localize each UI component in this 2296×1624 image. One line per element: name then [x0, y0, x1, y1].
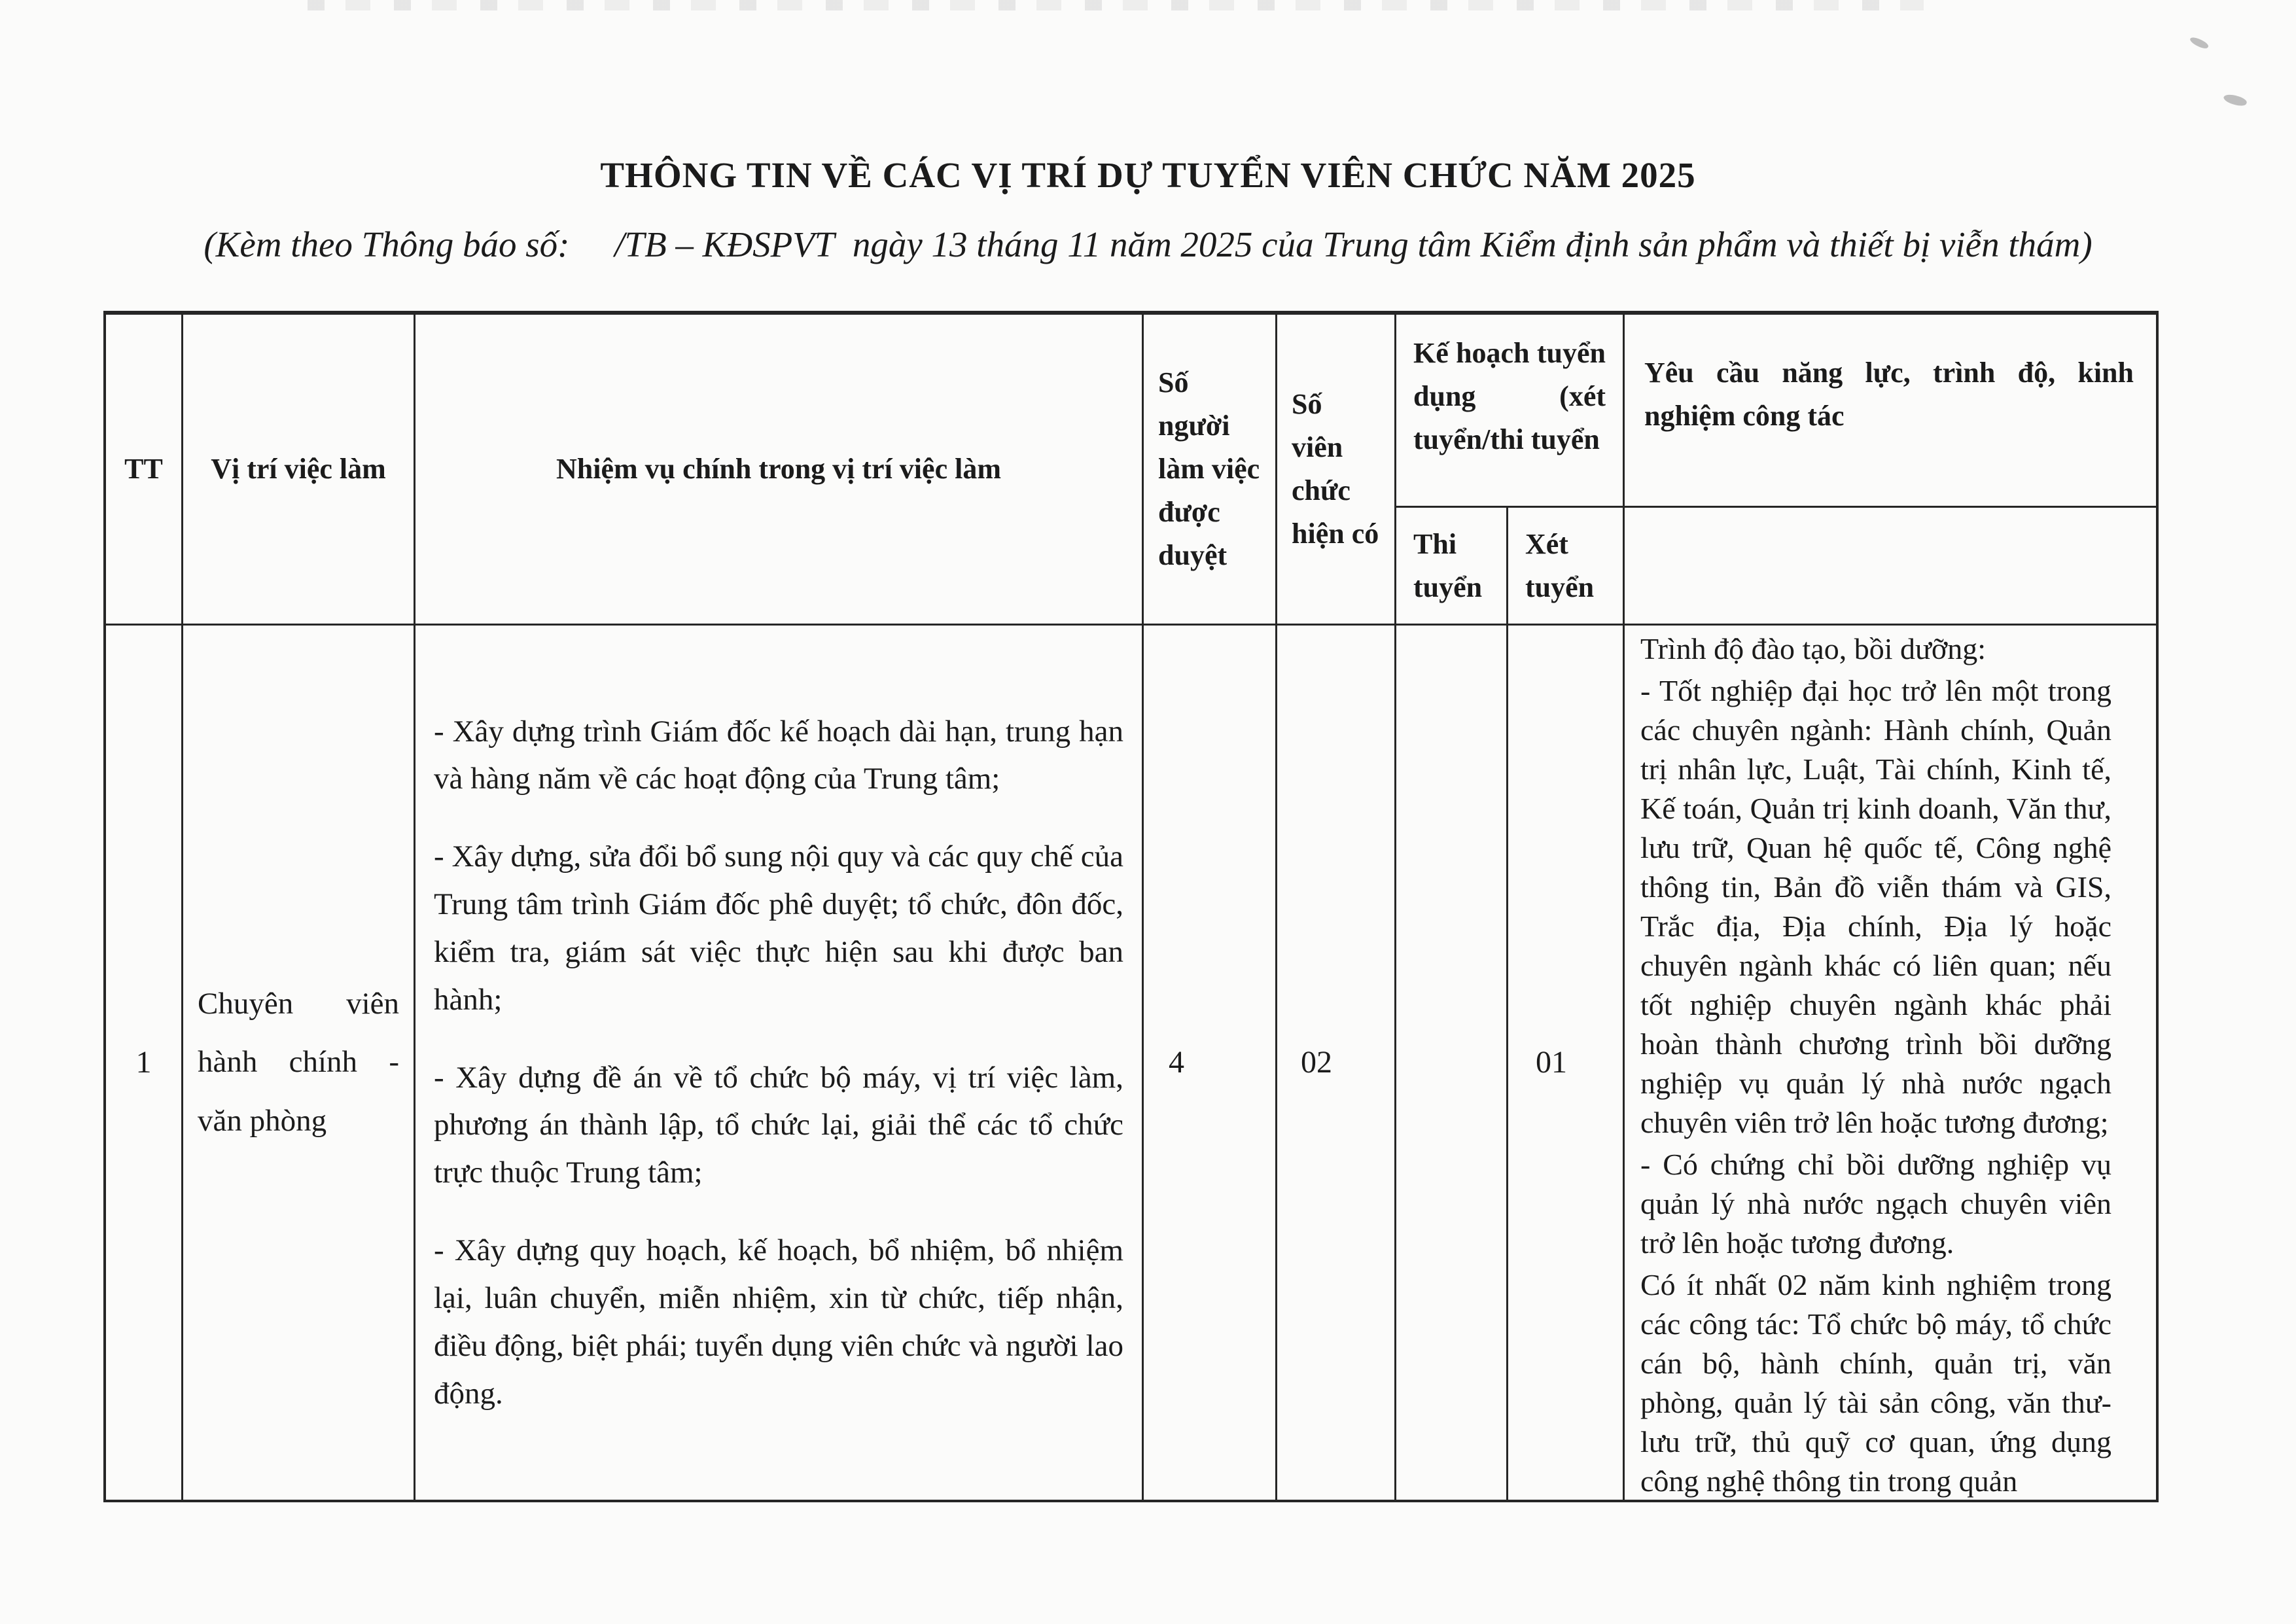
col-header-requirements-spacer: [1625, 508, 2156, 626]
scan-artifact-strip: [308, 0, 1924, 10]
review-recruitment-cell: 01: [1508, 626, 1625, 1500]
col-header-exam-recruitment: Thi tuyển: [1396, 508, 1508, 626]
position-cell: [183, 626, 415, 1500]
position-label: Chuyên viên hành chính - văn phòng: [198, 987, 399, 1138]
col-header-recruitment-plan: Kế hoạch tuyển dụng (xét tuyển/thi tuyển: [1396, 315, 1625, 508]
requirements-cell: Trình độ đào tạo, bồi dưỡng: - Tốt nghiệp đại học trở lên một trong các chuyên ngành: Hành chính, Quản trị nhân lực, Luật, Tài chính, Kinh tế, Kế toán, Quản trị kinh doanh, Văn thư, lưu trữ, Quan hệ quốc tế, Công nghệ thông tin, Bản đồ viễn thám và GIS, Trắc địa, Địa chính, Địa lý hoặc chuyên ngành khác có liên quan; nếu tốt nghiệp chuyên ngành khác phải hoàn thành chương trình bồi dưỡng nghiệp vụ quản lý nhà nước ngạch chuyên viên trở lên hoặc tương đương; - Có chứng chỉ bồi dưỡng nghiệp vụ quản lý nhà nước ngạch chuyên viên trở lên hoặc tương đương. Có ít nhất 02 năm kinh nghiệm trong các công tác: Tổ chức bộ máy, tổ chức cán bộ, hành chính, quản trị, văn phòng, quản lý tài sản công, văn thư-lưu trữ, thủ quỹ cơ quan, ứng dụng công nghệ thông tin trong quản: [1640, 632, 2111, 1498]
col-header-requirements: Yêu cầu năng lực, trình độ, kinh nghiệm công tác: [1625, 315, 2156, 508]
col-header-approved-headcount: Số người làm việc được duyệt: [1144, 315, 1277, 626]
col-header-position: Vị trí việc làm: [183, 315, 415, 626]
col-header-duties: Nhiệm vụ chính trong vị trí việc làm: [415, 315, 1144, 626]
scan-speck: [2223, 92, 2248, 108]
scan-speck: [2189, 35, 2210, 51]
current-staff-cell: 02: [1277, 626, 1396, 1500]
col-header-tt: TT: [106, 315, 183, 626]
col-header-current-staff: Số viên chức hiện có: [1277, 315, 1396, 626]
col-header-review-recruitment: Xét tuyển: [1508, 508, 1625, 626]
row-index-cell: 1: [106, 626, 183, 1500]
vacancy-table: [103, 311, 2159, 1502]
exam-recruitment-cell: [1396, 626, 1508, 1500]
approved-headcount-cell: 4: [1144, 626, 1277, 1500]
duties-cell: - Xây dựng trình Giám đốc kế hoạch dài hạn, trung hạn và hàng năm về các hoạt động của Trung tâm; - Xây dựng, sửa đổi bổ sung nội quy và các quy chế của Trung tâm trình Giám đốc phê duyệt; tổ chức, đôn đốc, kiểm tra, giám sát việc thực hiện sau khi được ban hành; - Xây dựng đề án về tổ chức bộ máy, vị trí việc làm, phương án thành lập, tổ chức lại, giải thể các tổ chức trực thuộc Trung tâm; - Xây dựng quy hoạch, kế hoạch, bổ nhiệm, bổ nhiệm lại, luân chuyển, miễn nhiệm, xin từ chức, tiếp nhận, điều động, biệt phái; tuyển dụng viên chức và người lao động.: [415, 626, 1144, 1500]
page-subtitle: (Kèm theo Thông báo số: /TB – KĐSPVT ngày 13 tháng 11 năm 2025 của Trung tâm Kiểm định sản phẩm và thiết bị viễn thám): [203, 224, 2093, 264]
page-title: THÔNG TIN VỀ CÁC VỊ TRÍ DỰ TUYỂN VIÊN CHỨC NĂM 2025: [600, 155, 1696, 195]
